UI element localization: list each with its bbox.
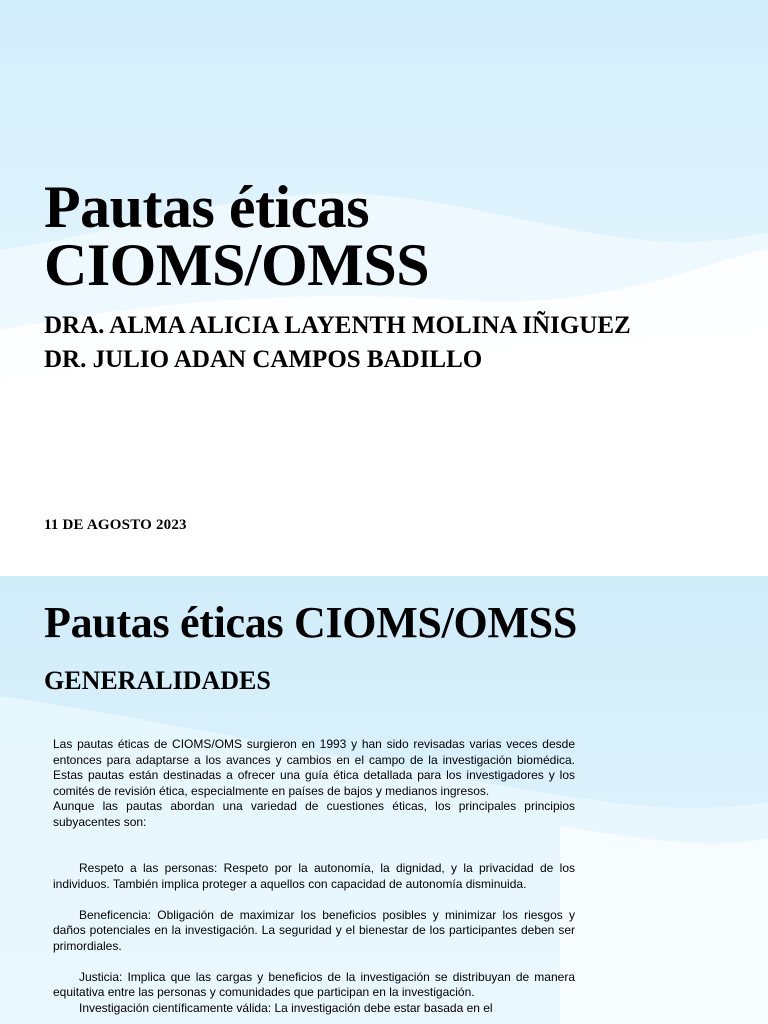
author-1: DRA. ALMA ALICIA LAYENTH MOLINA IÑIGUEZ — [44, 312, 631, 339]
principle-respeto: Respeto a las personas: Respeto por la autonomía, la dignidad, y la privacidad de los individuos. También implica proteger a aquellos con capacidad de autonomía disminuida. — [53, 861, 575, 891]
title-line-2: CIOMS/OMSS — [44, 232, 430, 298]
principle-justicia: Justicia: Implica que las cargas y beneficios de la investigación se distribuyan de manera equitativa entre las personas y comunidades que participan en la investigación. — [53, 969, 575, 999]
slide-title: Pautas éticas CIOMS/OMSS — [44, 598, 578, 647]
principles-intro: Aunque las pautas abordan una variedad de cuestiones éticas, los principales principios subyacentes son: — [53, 799, 575, 829]
slide-subtitle: GENERALIDADES — [44, 666, 271, 695]
content-slide — [0, 576, 768, 1024]
title — [44, 174, 430, 298]
spacer — [53, 830, 575, 861]
intro-paragraph: Las pautas éticas de CIOMS/OMS surgieron en 1993 y han sido revisadas varias veces desde entonces para adaptarse a los avances y cambios en el campo de la investigación biomédica. Estas pautas están destinadas a ofrecer una guía ética detallada para los investigadores y los comités de revisión ética, especialmente en países de bajos y medianos ingresos. — [53, 737, 575, 798]
principle-investigacion: Investigación científicamente válida: La investigación debe estar basada en el — [79, 1000, 493, 1015]
author-2: DR. JULIO ADAN CAMPOS BADILLO — [44, 346, 483, 373]
author-list — [44, 309, 631, 377]
title-line-1: Pautas éticas — [44, 174, 370, 240]
presentation-date: 11 DE AGOSTO 2023 — [44, 517, 187, 533]
slide-body — [53, 737, 575, 1016]
principle-beneficencia: Beneficencia: Obligación de maximizar los beneficios posibles y minimizar los riesgos y daños potenciales en la investigación. La seguridad y el bienestar de los participantes deben ser primordiales. — [53, 907, 575, 953]
